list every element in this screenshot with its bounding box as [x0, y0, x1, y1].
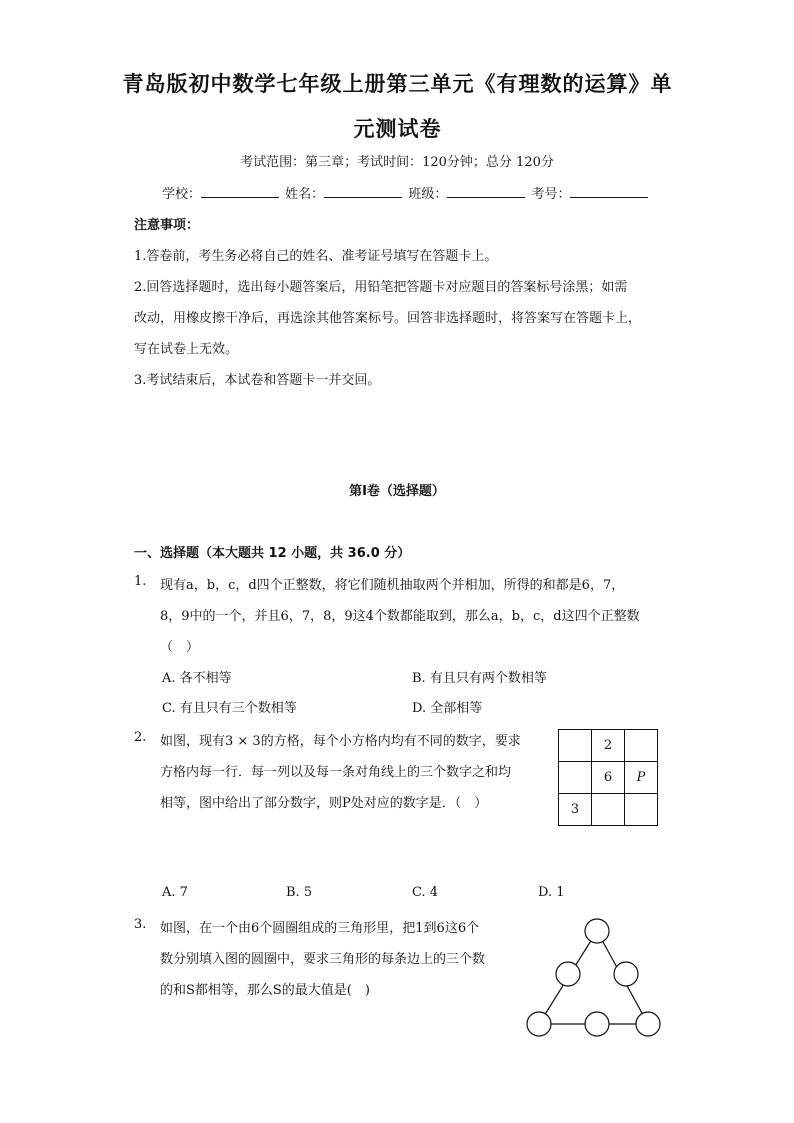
grid-cell — [559, 762, 592, 794]
notice-line: 2.回答选择题时，选出每小题答案后，用铅笔把答题卡对应题目的答案标号涂黑；如需 — [134, 280, 628, 295]
grid-cell: 6 — [592, 762, 625, 794]
grid-cell — [592, 794, 625, 826]
question-text: 方格内每一行．每一列以及每一条对角线上的三个数字之和均 — [160, 765, 512, 780]
title-line-1: 青岛版初中数学七年级上册第三单元《有理数的运算》单 — [122, 72, 673, 96]
school-blank[interactable] — [201, 185, 279, 198]
circle-top — [585, 919, 609, 943]
option-b[interactable]: B. 有且只有两个数相等 — [412, 671, 547, 686]
circle-mid-left — [556, 962, 580, 986]
circle-mid-right — [614, 962, 638, 986]
grid-cell — [559, 730, 592, 762]
question-text: 如图，在一个由6个圆圈组成的三角形里，把1到6这6个 — [160, 921, 480, 936]
magic-square-grid — [558, 729, 658, 826]
circle-triangle-figure — [522, 914, 664, 1040]
part-title: 第Ⅰ卷（选择题） — [349, 484, 445, 499]
name-blank[interactable] — [324, 185, 402, 198]
student-info-row — [162, 183, 650, 202]
option-a[interactable]: A. 各不相等 — [162, 671, 232, 686]
question-text: 数分别填入图的圆圈中，要求三角形的每条边上的三个数 — [160, 952, 486, 967]
option-a[interactable]: A. 7 — [162, 885, 188, 900]
question-text: 如图，现有3 × 3的方格，每个小方格内均有不同的数字，要求 — [160, 734, 521, 749]
exam-info: 考试范围：第三章；考试时间：120分钟；总分 120分 — [240, 155, 554, 170]
circle-bottom-middle — [585, 1012, 609, 1036]
circle-bottom-right — [636, 1012, 660, 1036]
question-number: 2. — [134, 730, 147, 745]
circle-bottom-left — [527, 1012, 551, 1036]
grid-cell: 2 — [592, 730, 625, 762]
grid-cell — [625, 794, 658, 826]
option-d[interactable]: D. 全部相等 — [412, 701, 483, 716]
option-c[interactable]: C. 4 — [412, 885, 439, 900]
school-label: 学校： — [162, 187, 202, 202]
grid-cell — [625, 730, 658, 762]
option-b[interactable]: B. 5 — [286, 885, 313, 900]
question-text: 现有a，b，c，d四个正整数，将它们随机抽取两个并相加，所得的和都是6，7， — [160, 578, 625, 593]
title-line-2: 元测试卷 — [353, 117, 442, 141]
grid-cell: P — [625, 762, 658, 794]
class-label: 班级： — [408, 187, 448, 202]
option-d[interactable]: D. 1 — [538, 885, 565, 900]
notice-line: 3.考试结束后，本试卷和答题卡一并交回。 — [134, 373, 381, 388]
class-blank[interactable] — [447, 185, 525, 198]
option-c[interactable]: C. 有且只有三个数相等 — [162, 701, 297, 716]
question-text: （ ） — [160, 640, 200, 655]
section-heading: 一、选择题（本大题共 12 小题，共 36.0 分） — [134, 546, 411, 561]
question-text: 的和S都相等，那么S的最大值是( ) — [160, 983, 370, 998]
notice-line: 写在试卷上无效。 — [134, 342, 239, 357]
name-label: 姓名： — [285, 187, 325, 202]
exam-number-label: 考号： — [531, 187, 571, 202]
grid-cell: 3 — [559, 794, 592, 826]
question-number: 3. — [134, 917, 147, 932]
exam-number-blank[interactable] — [570, 185, 648, 198]
notice-line: 1.答卷前，考生务必将自己的姓名、准考证号填写在答题卡上。 — [134, 249, 498, 264]
notice-heading: 注意事项： — [134, 218, 200, 233]
notice-line: 改动，用橡皮擦干净后，再选涂其他答案标号。回答非选择题时，将答案写在答题卡上， — [134, 311, 642, 326]
question-text: 相等，图中给出了部分数字，则P处对应的数字是．（ ） — [160, 796, 488, 811]
question-number: 1. — [134, 574, 147, 589]
question-text: 8，9中的一个，并且6，7，8，9这4个数都能取到，那么a，b，c，d这四个正整数 — [160, 609, 640, 624]
